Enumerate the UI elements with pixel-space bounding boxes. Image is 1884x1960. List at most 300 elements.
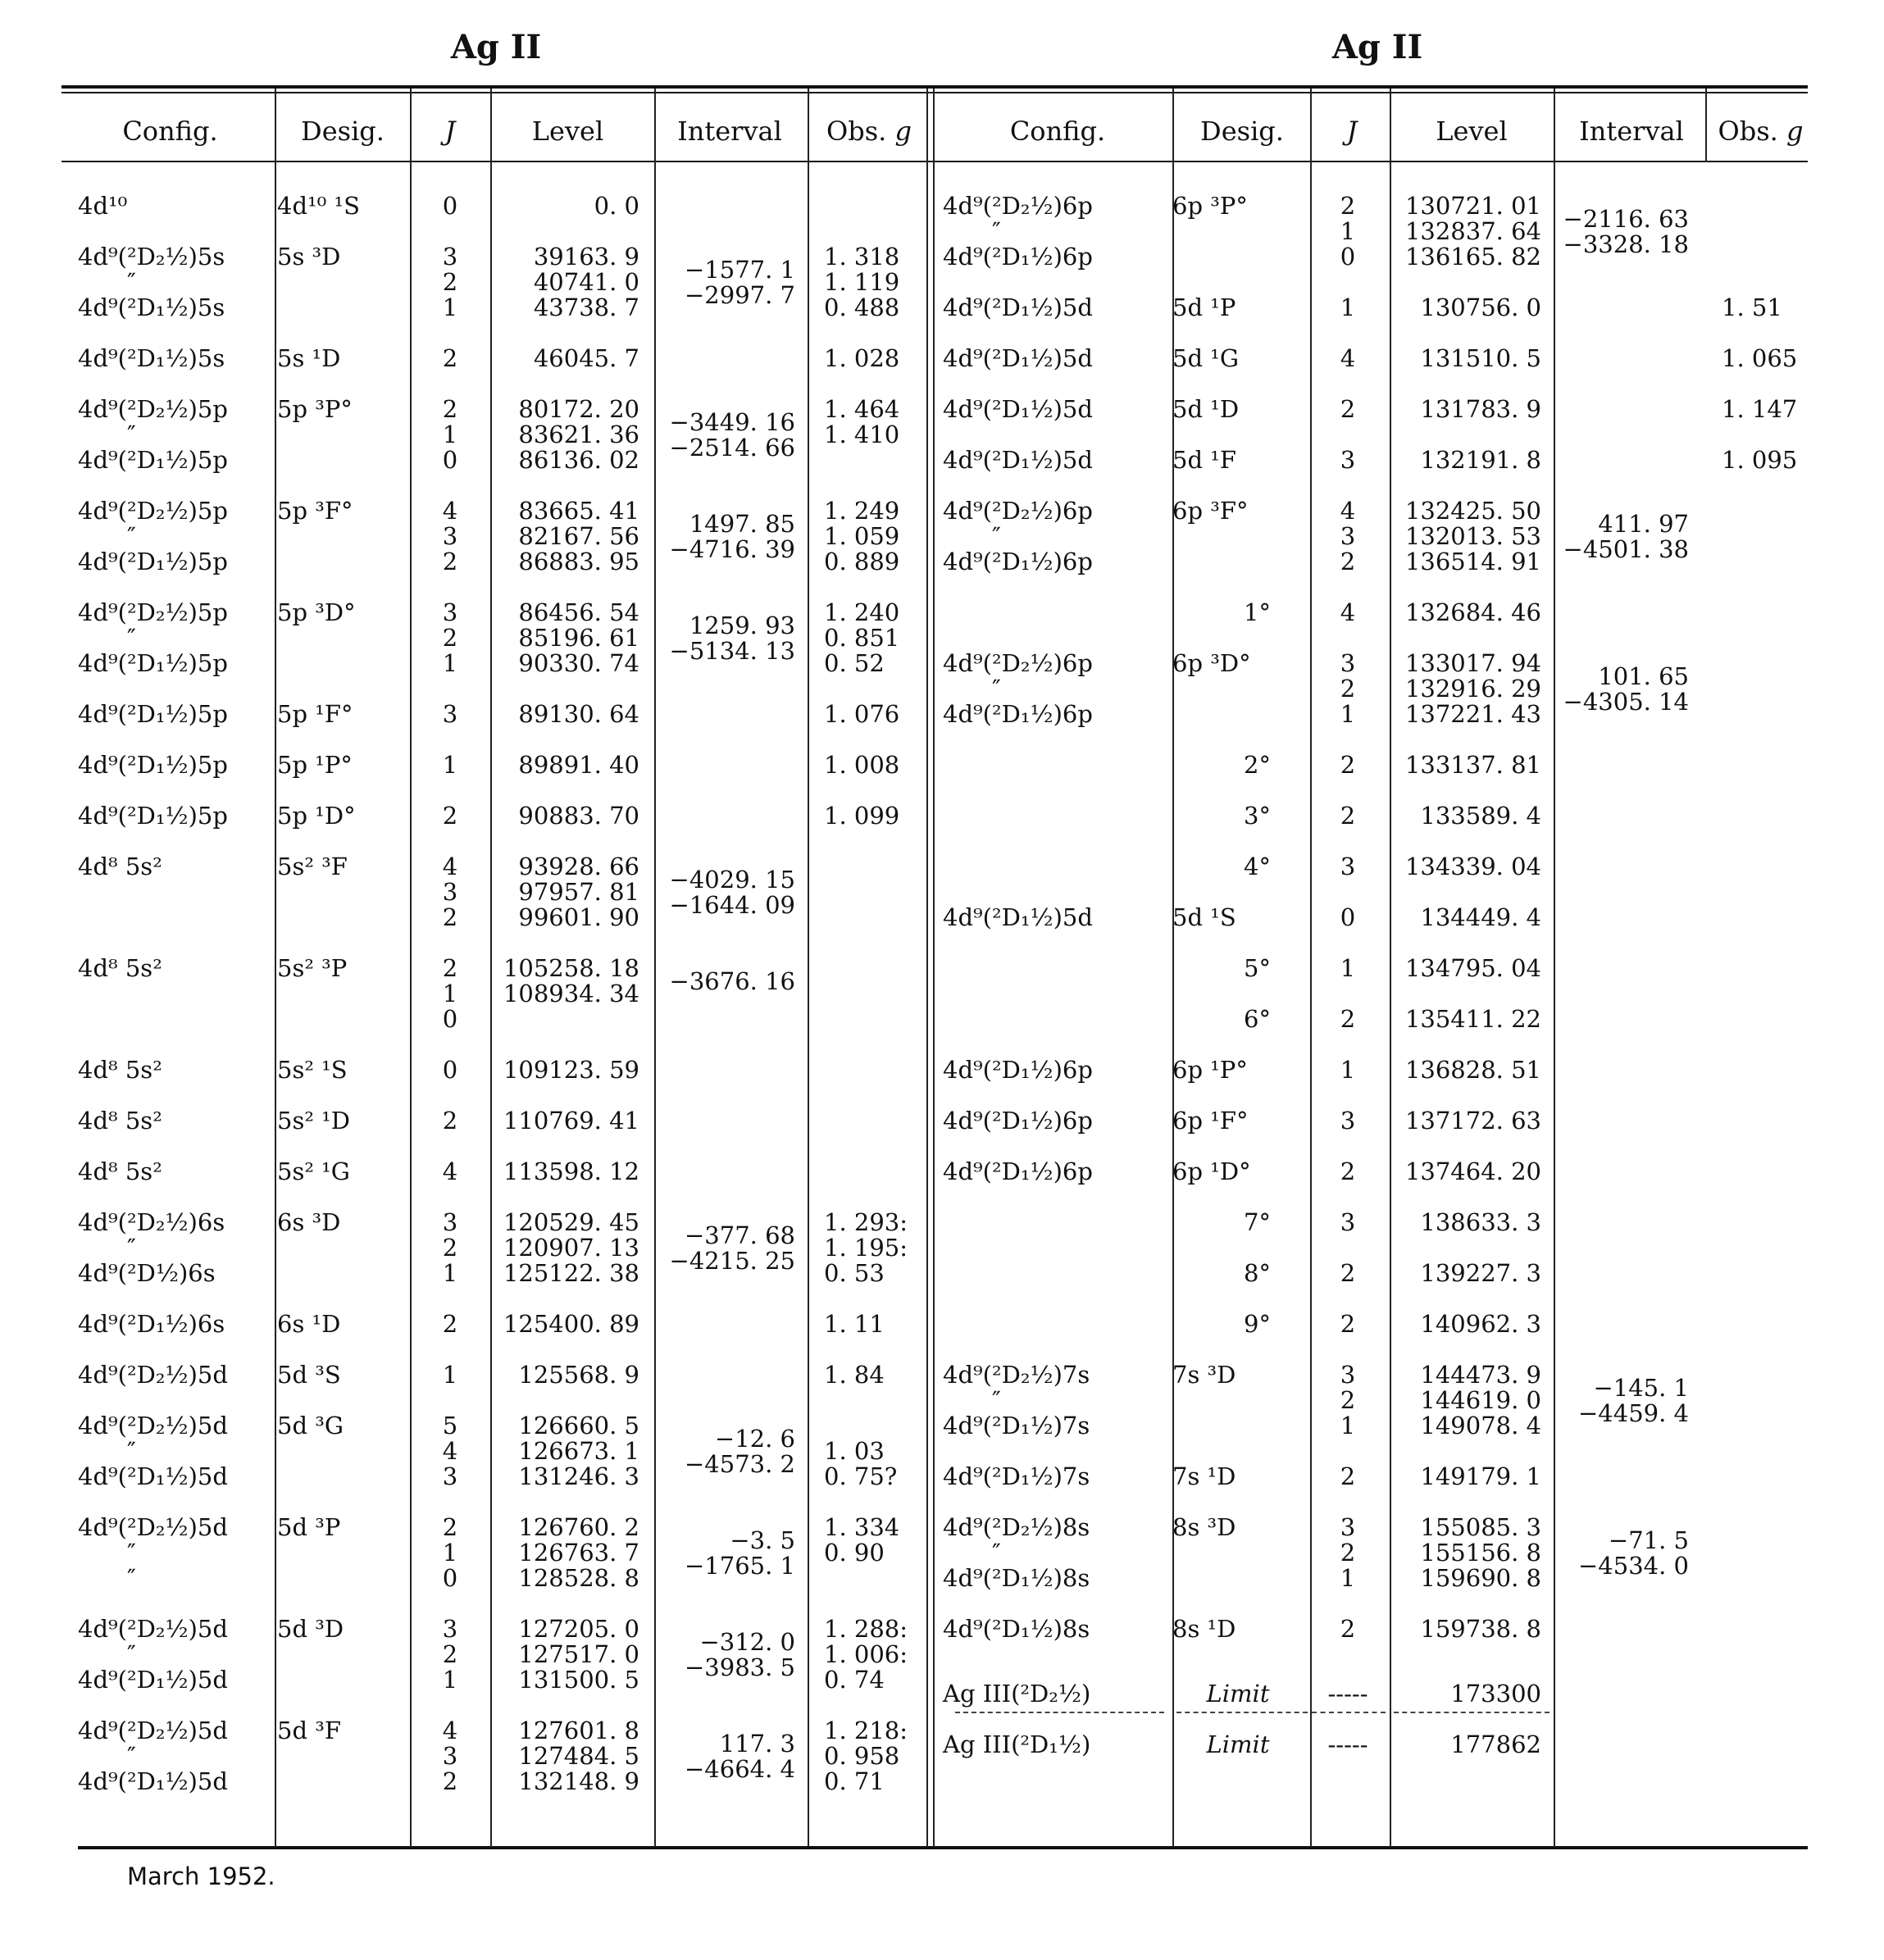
config-value: 4d⁹(²D₂½)6p — [943, 497, 1093, 525]
level-cell — [1394, 600, 1541, 625]
level-value: 86136. 02 — [518, 446, 639, 474]
config-value: 4d⁹(²D₂½)5d — [78, 1615, 228, 1643]
j-cell — [414, 1413, 486, 1489]
config-cell — [78, 498, 271, 575]
config-value: ″ — [127, 624, 136, 652]
level-value: 109123. 59 — [503, 1056, 639, 1084]
j-value: 2 — [1340, 675, 1356, 703]
level-cell — [1394, 1362, 1541, 1439]
obs-g-value: 1. 293: — [824, 1208, 908, 1236]
j-cell — [414, 1312, 486, 1337]
config-value — [943, 753, 1164, 778]
j-value: 4 — [442, 1437, 458, 1465]
j-cell — [1312, 905, 1384, 930]
config-value: 4d⁹(²D₁½)5d — [78, 1767, 228, 1795]
config-value: 4d⁸ 5s² — [78, 1056, 162, 1084]
j-cell — [1312, 295, 1384, 321]
level-value: 126673. 1 — [518, 1437, 639, 1465]
config-cell — [78, 702, 271, 727]
config-cell — [78, 397, 271, 473]
j-cell — [414, 956, 486, 1032]
level-cell — [1394, 1312, 1541, 1337]
config-value: 4d⁹(²D₂½)6p — [943, 649, 1093, 677]
level-value: 83665. 41 — [518, 497, 639, 525]
j-value: 2 — [1340, 1157, 1356, 1185]
level-value: 128528. 8 — [518, 1564, 639, 1592]
obs-g-value: 1. 119 — [824, 268, 900, 296]
level-cell — [492, 1617, 639, 1693]
config-value — [943, 956, 1164, 981]
level-value: 46045. 7 — [533, 344, 639, 372]
level-value: 43738. 7 — [533, 293, 639, 321]
config-value: 4d⁸ 5s² — [78, 853, 162, 880]
config-value: 4d⁹(²D₁½)6p — [943, 1157, 1093, 1185]
level-value: 113598. 12 — [503, 1157, 639, 1185]
j-cell — [1312, 854, 1384, 880]
config-cell — [78, 1617, 271, 1693]
level-value: 126660. 5 — [518, 1412, 639, 1439]
interval-cell — [1558, 1376, 1689, 1426]
obs-g-cell — [1722, 397, 1812, 422]
config-value: 4d⁹(²D₁½)5p — [78, 802, 228, 830]
j-value: 0 — [442, 1005, 458, 1033]
column-divider — [1705, 89, 1707, 162]
config-cell — [943, 854, 1164, 880]
desig-cell: 5p ¹F° — [277, 700, 353, 728]
j-value: 5 — [442, 1412, 458, 1439]
interval-value: −5134. 13 — [669, 637, 795, 665]
config-value: ″ — [992, 522, 1001, 550]
j-cell — [414, 397, 486, 473]
desig-cell: 5s ¹D — [277, 344, 341, 372]
desig-cell: 6s ³D — [277, 1208, 341, 1236]
config-value: 4d⁹(²D₁½)5d — [943, 903, 1093, 931]
config-cell — [943, 1464, 1164, 1489]
interval-cell — [656, 1630, 795, 1680]
config-value: 4d⁸ 5s² — [78, 1157, 162, 1185]
j-cell — [1312, 498, 1384, 575]
top-double-rule-lower — [61, 92, 1808, 93]
config-value: 4d⁸ 5s² — [78, 1107, 162, 1135]
config-cell — [943, 1159, 1164, 1185]
j-cell — [1312, 1057, 1384, 1083]
level-cell — [1394, 1464, 1541, 1489]
obs-g-value: 1. 065 — [1722, 344, 1798, 372]
interval-value: −4534. 0 — [1578, 1552, 1689, 1580]
config-cell — [943, 1007, 1164, 1032]
obs-g-cell — [824, 1718, 922, 1794]
j-value: 0 — [1340, 903, 1356, 931]
bottom-rule — [78, 1846, 1808, 1849]
obs-g-value: 0. 851 — [824, 624, 900, 652]
config-cell — [943, 346, 1164, 371]
config-cell — [943, 905, 1164, 930]
j-value: 0 — [442, 1564, 458, 1592]
obs-g-value: 1. 288: — [824, 1615, 908, 1643]
right-interval-header: Interval — [1579, 116, 1684, 147]
level-value: 134449. 4 — [1420, 903, 1541, 931]
level-value: 108934. 34 — [503, 980, 639, 1007]
j-value: ----- — [1327, 1680, 1368, 1708]
config-value: 4d⁹(²D₁½)5d — [943, 395, 1093, 423]
obs-g-value: 0. 958 — [824, 1742, 900, 1770]
config-value: 4d⁹(²D₁½)6p — [943, 1056, 1093, 1084]
config-value: 4d⁹(²D₁½)5d — [943, 344, 1093, 372]
obs-g-value: 1. 318 — [824, 243, 900, 271]
level-cell — [492, 1312, 639, 1337]
interval-value: −4716. 39 — [669, 535, 795, 563]
desig-cell: 5d ³F — [277, 1717, 341, 1744]
limit-separator — [1176, 1712, 1308, 1713]
level-value: 89891. 40 — [518, 751, 639, 779]
level-cell — [492, 244, 639, 321]
interval-cell — [656, 410, 795, 461]
level-value: 132013. 53 — [1404, 522, 1541, 550]
j-cell — [414, 1159, 486, 1185]
config-value: ″ — [992, 1539, 1001, 1567]
level-value: 39163. 9 — [533, 243, 639, 271]
interval-value: −1577. 1 — [685, 256, 795, 284]
obs-g-value: 0. 52 — [824, 649, 885, 677]
desig-cell: Limit — [1206, 1680, 1270, 1708]
desig-cell: 5p ¹D° — [277, 802, 356, 830]
config-cell — [78, 1362, 271, 1388]
j-value: 2 — [442, 1767, 458, 1795]
interval-cell — [656, 1223, 795, 1274]
j-cell — [1312, 803, 1384, 829]
level-cell — [1394, 854, 1541, 880]
desig-cell: 5s ³D — [277, 243, 341, 271]
interval-cell — [656, 613, 795, 664]
j-value: 3 — [442, 598, 458, 626]
level-value: 134339. 04 — [1404, 853, 1541, 880]
config-value: 4d⁹(²D₂½)5p — [78, 497, 228, 525]
column-divider — [926, 89, 928, 1847]
config-value: 4d⁹(²D₂½)5d — [78, 1717, 228, 1744]
desig-cell: 6p ³P° — [1172, 192, 1248, 220]
j-cell — [414, 803, 486, 829]
j-value: 3 — [442, 1742, 458, 1770]
obs-g-value: 0. 488 — [824, 293, 900, 321]
level-cell — [1394, 1210, 1541, 1235]
interval-cell — [656, 969, 795, 994]
interval-value: −3328. 18 — [1563, 230, 1689, 258]
obs-g-cell — [1722, 295, 1812, 321]
j-cell — [1312, 397, 1384, 422]
level-value: 132191. 8 — [1420, 446, 1541, 474]
obs-g-cell — [824, 1362, 922, 1388]
left-interval-header: Interval — [677, 116, 782, 147]
j-value: 2 — [442, 344, 458, 372]
j-value: 2 — [1340, 548, 1356, 575]
level-value: 40741. 0 — [533, 268, 639, 296]
config-value: 4d⁹(²D₁½)6p — [943, 1107, 1093, 1135]
j-value: 2 — [1340, 751, 1356, 779]
column-divider — [275, 89, 276, 1847]
level-cell — [1394, 397, 1541, 422]
j-value: 2 — [442, 1640, 458, 1668]
j-value: 3 — [442, 522, 458, 550]
j-value: 2 — [442, 802, 458, 830]
desig-cell: 5d ³D — [277, 1615, 344, 1643]
config-value: 4d⁹(²D₁½)6s — [78, 1310, 225, 1338]
config-cell — [943, 1515, 1164, 1591]
j-value: 3 — [1340, 1208, 1356, 1236]
level-cell — [492, 1718, 639, 1794]
obs-g-value: 1. 249 — [824, 497, 900, 525]
obs-g-value: 1. 059 — [824, 522, 900, 550]
desig-cell: 5p ¹P° — [277, 751, 353, 779]
j-cell — [414, 702, 486, 727]
obs-g-cell — [824, 1210, 922, 1286]
config-value: 4d⁹(²D₁½)7s — [943, 1412, 1090, 1439]
j-value: 2 — [1340, 192, 1356, 220]
j-value: 1 — [1340, 1056, 1356, 1084]
j-cell — [414, 753, 486, 778]
interval-value: 411. 97 — [1598, 510, 1689, 538]
obs-g-value: 1. 84 — [824, 1361, 885, 1389]
interval-value: −4305. 14 — [1563, 688, 1689, 716]
level-value: 125122. 38 — [503, 1259, 639, 1287]
j-value: 2 — [442, 395, 458, 423]
config-cell — [943, 1312, 1164, 1337]
level-value: 130721. 01 — [1404, 192, 1541, 220]
j-value: 1 — [442, 1259, 458, 1287]
config-value: 4d⁹(²D₁½)5d — [943, 446, 1093, 474]
left-obs-g-header: Obs. g — [826, 116, 912, 147]
level-value: 132425. 50 — [1404, 497, 1541, 525]
level-value: 131783. 9 — [1420, 395, 1541, 423]
j-value: 3 — [442, 1615, 458, 1643]
j-cell — [414, 1057, 486, 1083]
j-value: 1 — [1340, 954, 1356, 982]
level-value: 126760. 2 — [518, 1513, 639, 1541]
j-value: 4 — [1340, 598, 1356, 626]
config-value: 4d¹⁰ — [78, 192, 128, 220]
level-value: 131500. 5 — [518, 1666, 639, 1694]
level-cell — [492, 1362, 639, 1388]
limit-separator — [1312, 1712, 1386, 1713]
config-cell — [943, 1362, 1164, 1439]
desig-cell: 8° — [1244, 1259, 1271, 1287]
obs-g-cell — [824, 1617, 922, 1693]
j-value: 1 — [1340, 1564, 1356, 1592]
level-cell — [1394, 1515, 1541, 1591]
config-cell — [78, 1515, 271, 1591]
limit-separator — [955, 1712, 1164, 1713]
obs-g-value: 1. 464 — [824, 395, 900, 423]
level-cell — [492, 498, 639, 575]
desig-cell: 5d ¹S — [1172, 903, 1236, 931]
column-divider — [654, 89, 656, 1847]
config-value — [943, 803, 1164, 829]
level-value: 90883. 70 — [518, 802, 639, 830]
config-value: 4d⁹(²D₁½)5p — [78, 649, 228, 677]
j-value: 3 — [1340, 649, 1356, 677]
j-cell — [1312, 956, 1384, 981]
config-cell — [943, 448, 1164, 473]
interval-value: −145. 1 — [1593, 1374, 1689, 1402]
interval-value: −3676. 16 — [669, 967, 795, 995]
j-cell — [1312, 1159, 1384, 1185]
config-value — [943, 1210, 1164, 1235]
level-value: 133137. 81 — [1404, 751, 1541, 779]
config-cell — [943, 1108, 1164, 1134]
desig-cell: 5p ³P° — [277, 395, 353, 423]
desig-cell: 5d ³G — [277, 1412, 344, 1439]
config-value: Ag III(²D₂½) — [943, 1680, 1091, 1708]
desig-cell: 5° — [1244, 954, 1271, 982]
desig-cell: 7s ³D — [1172, 1361, 1236, 1389]
j-value: 2 — [1340, 1310, 1356, 1338]
interval-cell — [656, 512, 795, 562]
level-value: 137221. 43 — [1404, 700, 1541, 728]
j-value: 1 — [1340, 293, 1356, 321]
column-divider — [1554, 89, 1555, 1847]
j-cell — [1312, 1108, 1384, 1134]
level-cell — [1394, 803, 1541, 829]
config-value: Ag III(²D₁½) — [943, 1730, 1091, 1758]
level-value: 144619. 0 — [1420, 1386, 1541, 1414]
j-cell — [1312, 448, 1384, 473]
j-value: 4 — [442, 1157, 458, 1185]
interval-cell — [1558, 512, 1689, 562]
level-value: 135411. 22 — [1404, 1005, 1541, 1033]
level-value: 159690. 8 — [1420, 1564, 1541, 1592]
config-cell — [943, 1681, 1164, 1707]
config-cell — [78, 1159, 271, 1185]
level-value: 132684. 46 — [1404, 598, 1541, 626]
config-cell — [78, 1718, 271, 1794]
level-value: 138633. 3 — [1420, 1208, 1541, 1236]
interval-value: −3449. 16 — [669, 408, 795, 436]
level-value: 130756. 0 — [1420, 293, 1541, 321]
interval-value: −312. 0 — [699, 1628, 795, 1656]
level-cell — [1394, 753, 1541, 778]
config-value: 4d⁹(²D₁½)6p — [943, 243, 1093, 271]
obs-g-cell — [824, 1413, 922, 1489]
footnote-date: March 1952. — [127, 1862, 275, 1890]
desig-cell: Limit — [1206, 1730, 1270, 1758]
j-value: 1 — [442, 1539, 458, 1567]
desig-cell: 6s ¹D — [277, 1310, 341, 1338]
desig-cell: 2° — [1244, 751, 1271, 779]
level-value: 127205. 0 — [518, 1615, 639, 1643]
level-value: 83621. 36 — [518, 421, 639, 448]
interval-value: −2997. 7 — [685, 281, 795, 309]
level-cell — [492, 1413, 639, 1489]
obs-g-value — [824, 1413, 922, 1439]
level-value: 105258. 18 — [503, 954, 639, 982]
config-cell — [943, 1617, 1164, 1642]
interval-value: −4215. 25 — [669, 1247, 795, 1275]
j-value: 2 — [1340, 1615, 1356, 1643]
config-value: ″ — [127, 1742, 136, 1770]
config-value: 4d⁹(²D₂½)6p — [943, 192, 1093, 220]
j-cell — [1312, 1210, 1384, 1235]
level-value: 86456. 54 — [518, 598, 639, 626]
j-value: 2 — [1340, 1539, 1356, 1567]
config-cell — [78, 753, 271, 778]
right-j-header: J — [1346, 116, 1358, 147]
level-cell — [492, 702, 639, 727]
desig-cell: 5d ¹F — [1172, 446, 1236, 474]
obs-g-cell — [824, 753, 922, 778]
obs-g-cell — [824, 803, 922, 829]
level-cell — [1394, 651, 1541, 727]
desig-cell: 5s² ¹D — [277, 1107, 351, 1135]
config-value: 4d⁹(²D₂½)5d — [78, 1361, 228, 1389]
interval-cell — [656, 257, 795, 308]
level-cell — [492, 1108, 639, 1134]
limit-separator — [1394, 1712, 1550, 1713]
obs-g-value: 1. 099 — [824, 802, 900, 830]
obs-g-cell — [824, 1312, 922, 1337]
level-value: 89130. 64 — [518, 700, 639, 728]
desig-cell: 5s² ¹S — [277, 1056, 348, 1084]
level-cell — [1394, 905, 1541, 930]
level-value: 159738. 8 — [1420, 1615, 1541, 1643]
interval-value: −377. 68 — [685, 1221, 795, 1249]
level-value: 0. 0 — [594, 192, 639, 220]
interval-value: 1497. 85 — [689, 510, 795, 538]
desig-cell: 5p ³F° — [277, 497, 353, 525]
interval-value: −4573. 2 — [685, 1450, 795, 1478]
level-cell — [492, 1057, 639, 1083]
j-value: 0 — [1340, 243, 1356, 271]
level-cell — [492, 397, 639, 473]
obs-g-value: 1. 147 — [1722, 395, 1798, 423]
level-value: 140962. 3 — [1420, 1310, 1541, 1338]
interval-value: −2116. 63 — [1563, 205, 1689, 233]
obs-g-value: 1. 51 — [1722, 293, 1782, 321]
obs-g-cell — [824, 600, 922, 676]
column-divider — [1390, 89, 1391, 1847]
config-value: 4d⁹(²D₂½)5s — [78, 243, 225, 271]
j-cell — [1312, 1007, 1384, 1032]
obs-g-value: 1. 195: — [824, 1234, 908, 1262]
j-value: 0 — [442, 192, 458, 220]
desig-cell: 5s² ³P — [277, 954, 348, 982]
j-value: 2 — [1340, 1005, 1356, 1033]
right-desig-header: Desig. — [1200, 116, 1284, 147]
j-value: 2 — [442, 624, 458, 652]
j-value: 3 — [1340, 522, 1356, 550]
desig-cell: 3° — [1244, 802, 1271, 830]
left-config-header: Config. — [122, 116, 218, 147]
level-value: 133017. 94 — [1404, 649, 1541, 677]
obs-g-cell — [824, 397, 922, 448]
interval-value: 117. 3 — [719, 1730, 795, 1758]
level-value: 99601. 90 — [518, 903, 639, 931]
desig-cell: 5d ¹P — [1172, 293, 1236, 321]
level-value: 132837. 64 — [1404, 217, 1541, 245]
level-cell — [492, 854, 639, 930]
config-value: 4d⁹(²D₂½)5d — [78, 1513, 228, 1541]
config-value: ″ — [992, 1386, 1001, 1414]
left-j-header: J — [444, 116, 456, 147]
j-cell — [1312, 1617, 1384, 1642]
level-value: 137464. 20 — [1404, 1157, 1541, 1185]
level-value: 132916. 29 — [1404, 675, 1541, 703]
j-cell — [414, 1515, 486, 1591]
level-cell — [1394, 346, 1541, 371]
level-value: 127517. 0 — [518, 1640, 639, 1668]
j-value: 1 — [442, 1361, 458, 1389]
interval-value: −3983. 5 — [685, 1653, 795, 1681]
level-value: 144473. 9 — [1420, 1361, 1541, 1389]
interval-value: −71. 5 — [1608, 1526, 1689, 1554]
